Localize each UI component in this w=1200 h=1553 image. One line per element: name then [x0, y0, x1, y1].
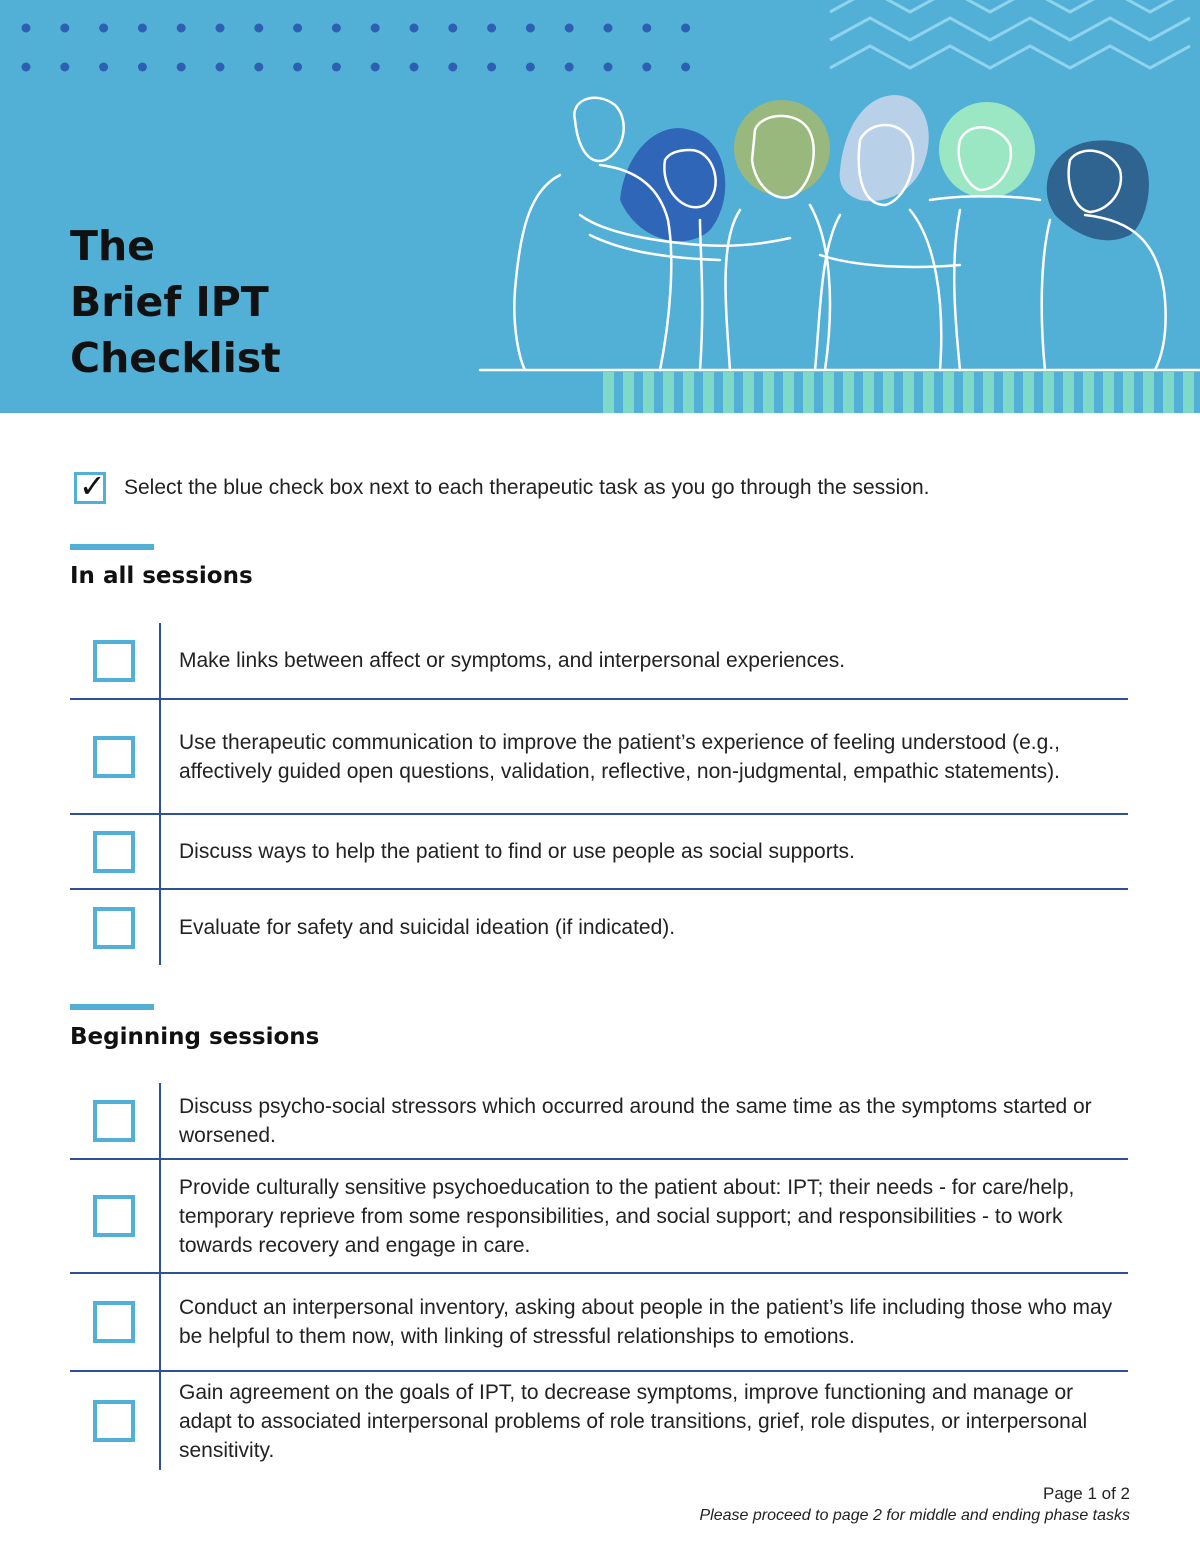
decor-dot	[681, 63, 690, 72]
task-checkbox[interactable]	[93, 831, 135, 873]
decor-stripe	[643, 372, 654, 413]
checkbox-cell	[70, 1372, 161, 1470]
decor-stripe	[743, 372, 754, 413]
decor-stripe	[663, 372, 674, 413]
decor-dot	[526, 24, 535, 33]
decor-dot	[487, 63, 496, 72]
decor-stripe	[763, 372, 774, 413]
decor-dot	[487, 24, 496, 33]
checkbox-cell	[70, 623, 161, 698]
decor-stripe	[723, 372, 734, 413]
decor-stripe	[803, 372, 814, 413]
decor-dot	[604, 63, 613, 72]
task-checkbox[interactable]	[93, 1195, 135, 1237]
decor-dot	[216, 63, 225, 72]
checkbox-cell	[70, 700, 161, 813]
decor-dot	[448, 24, 457, 33]
decor-stripe	[1003, 372, 1014, 413]
checklist-row	[70, 1274, 1128, 1372]
decor-stripe	[883, 372, 894, 413]
decor-dot	[565, 63, 574, 72]
decor-stripe	[1043, 372, 1054, 413]
page-footer	[699, 1483, 1130, 1527]
decor-stripe	[923, 372, 934, 413]
section-accent-bar	[70, 1004, 154, 1010]
decor-dot	[565, 24, 574, 33]
decor-stripe	[1023, 372, 1034, 413]
task-checkbox[interactable]	[93, 907, 135, 949]
decor-dot	[604, 24, 613, 33]
decor-stripe	[943, 372, 954, 413]
task-text: Conduct an interpersonal inventory, asking about people in the patient’s life including those who may be helpful to them now, with linking of stressful relationships to emotions.	[179, 1296, 1113, 1348]
decor-stripe	[1103, 372, 1114, 413]
decor-stripe	[683, 372, 694, 413]
decor-dot	[371, 63, 380, 72]
task-text: Discuss psycho-social stressors which occurred around the same time as the symptoms started or worsened.	[179, 1094, 1092, 1147]
decor-dot	[22, 24, 31, 33]
footer-note: Please proceed to page 2 for middle and ending phase tasks	[699, 1507, 1130, 1524]
checklist-row	[70, 623, 1128, 700]
task-text: Provide culturally sensitive psychoeducation to the patient about: IPT; their needs - for care/help, temporary reprieve from some responsibilities, and social support; and responsibilities - to work towards recovery and engage in care.	[179, 1175, 1075, 1257]
decor-dot	[293, 63, 302, 72]
checklist-beginning-sessions	[70, 1083, 1128, 1470]
task-text: Gain agreement on the goals of IPT, to decrease symptoms, improve functioning and manage or adapt to associated interpersonal problems of role transitions, grief, role disputes, or interpersonal sensitivity.	[179, 1380, 1088, 1462]
decor-dot	[254, 63, 263, 72]
decor-stripe	[1183, 372, 1194, 413]
decor-stripe	[1123, 372, 1134, 413]
decor-dot	[60, 24, 69, 33]
decor-dot	[177, 24, 186, 33]
decor-dot	[138, 24, 147, 33]
decor-dot	[293, 24, 302, 33]
task-checkbox[interactable]	[93, 1400, 135, 1442]
decor-stripe	[623, 372, 634, 413]
decor-dot	[371, 24, 380, 33]
decor-stripe	[843, 372, 854, 413]
task-text: Evaluate for safety and suicidal ideation (if indicated).	[179, 916, 676, 939]
checklist-row	[70, 815, 1128, 890]
decor-dot	[526, 63, 535, 72]
title-line-1: The	[70, 222, 155, 270]
decor-dot	[681, 24, 690, 33]
instruction	[74, 472, 930, 504]
decor-dot	[99, 63, 108, 72]
decor-dot	[410, 24, 419, 33]
decor-dot	[410, 63, 419, 72]
decor-stripe	[1063, 372, 1074, 413]
decor-stripe	[1083, 372, 1094, 413]
decor-dot	[138, 63, 147, 72]
decor-dot	[642, 24, 651, 33]
checklist-all-sessions	[70, 623, 1128, 965]
checklist-row	[70, 1372, 1128, 1470]
instruction-text: Select the blue check box next to each therapeutic task as you go through the session.	[124, 476, 930, 499]
checkbox-cell	[70, 815, 161, 888]
section-accent-bar	[70, 544, 154, 550]
decor-stripe	[983, 372, 994, 413]
decor-stripe	[703, 372, 714, 413]
decor-stripe	[603, 372, 614, 413]
task-checkbox[interactable]	[93, 1301, 135, 1343]
checked-box-icon	[74, 472, 106, 504]
task-checkbox[interactable]	[93, 640, 135, 682]
decor-stripe	[783, 372, 794, 413]
task-checkbox[interactable]	[93, 736, 135, 778]
section-title-beginning-sessions: Beginning sessions	[70, 1024, 320, 1050]
decor-stripe	[963, 372, 974, 413]
decor-dot	[60, 63, 69, 72]
decor-stripe	[903, 372, 914, 413]
title-line-3: Checklist	[70, 334, 281, 382]
decor-dot	[448, 63, 457, 72]
decor-stripe	[863, 372, 874, 413]
decor-dot	[332, 24, 341, 33]
page-number: Page 1 of 2	[1043, 1484, 1130, 1503]
title-line-2: Brief IPT	[70, 278, 269, 326]
section-title-all-sessions: In all sessions	[70, 563, 253, 589]
decor-dot	[254, 24, 263, 33]
task-text: Make links between affect or symptoms, and interpersonal experiences.	[179, 649, 846, 672]
decor-stripe	[1163, 372, 1174, 413]
checklist-row	[70, 1160, 1128, 1274]
checklist-row	[70, 1083, 1128, 1160]
decor-dot	[99, 24, 108, 33]
task-text: Discuss ways to help the patient to find or use people as social supports.	[179, 840, 855, 863]
checkbox-cell	[70, 1274, 161, 1370]
decor-dot	[332, 63, 341, 72]
decor-dot	[216, 24, 225, 33]
task-text: Use therapeutic communication to improve the patient’s experience of feeling understood (e.g., affectively guided open questions, validation, reflective, non-judgmental, empathic statements).	[179, 730, 1060, 783]
checkbox-cell	[70, 1160, 161, 1272]
checkbox-cell	[70, 890, 161, 965]
decor-stripe	[1143, 372, 1154, 413]
checkbox-cell	[70, 1083, 161, 1158]
decor-dot	[177, 63, 186, 72]
page-title	[70, 218, 281, 386]
decor-stripe	[823, 372, 834, 413]
decor-dot	[22, 63, 31, 72]
task-checkbox[interactable]	[93, 1100, 135, 1142]
checklist-row	[70, 700, 1128, 815]
header-banner	[0, 0, 1200, 413]
decor-dot	[642, 63, 651, 72]
checklist-row	[70, 890, 1128, 965]
